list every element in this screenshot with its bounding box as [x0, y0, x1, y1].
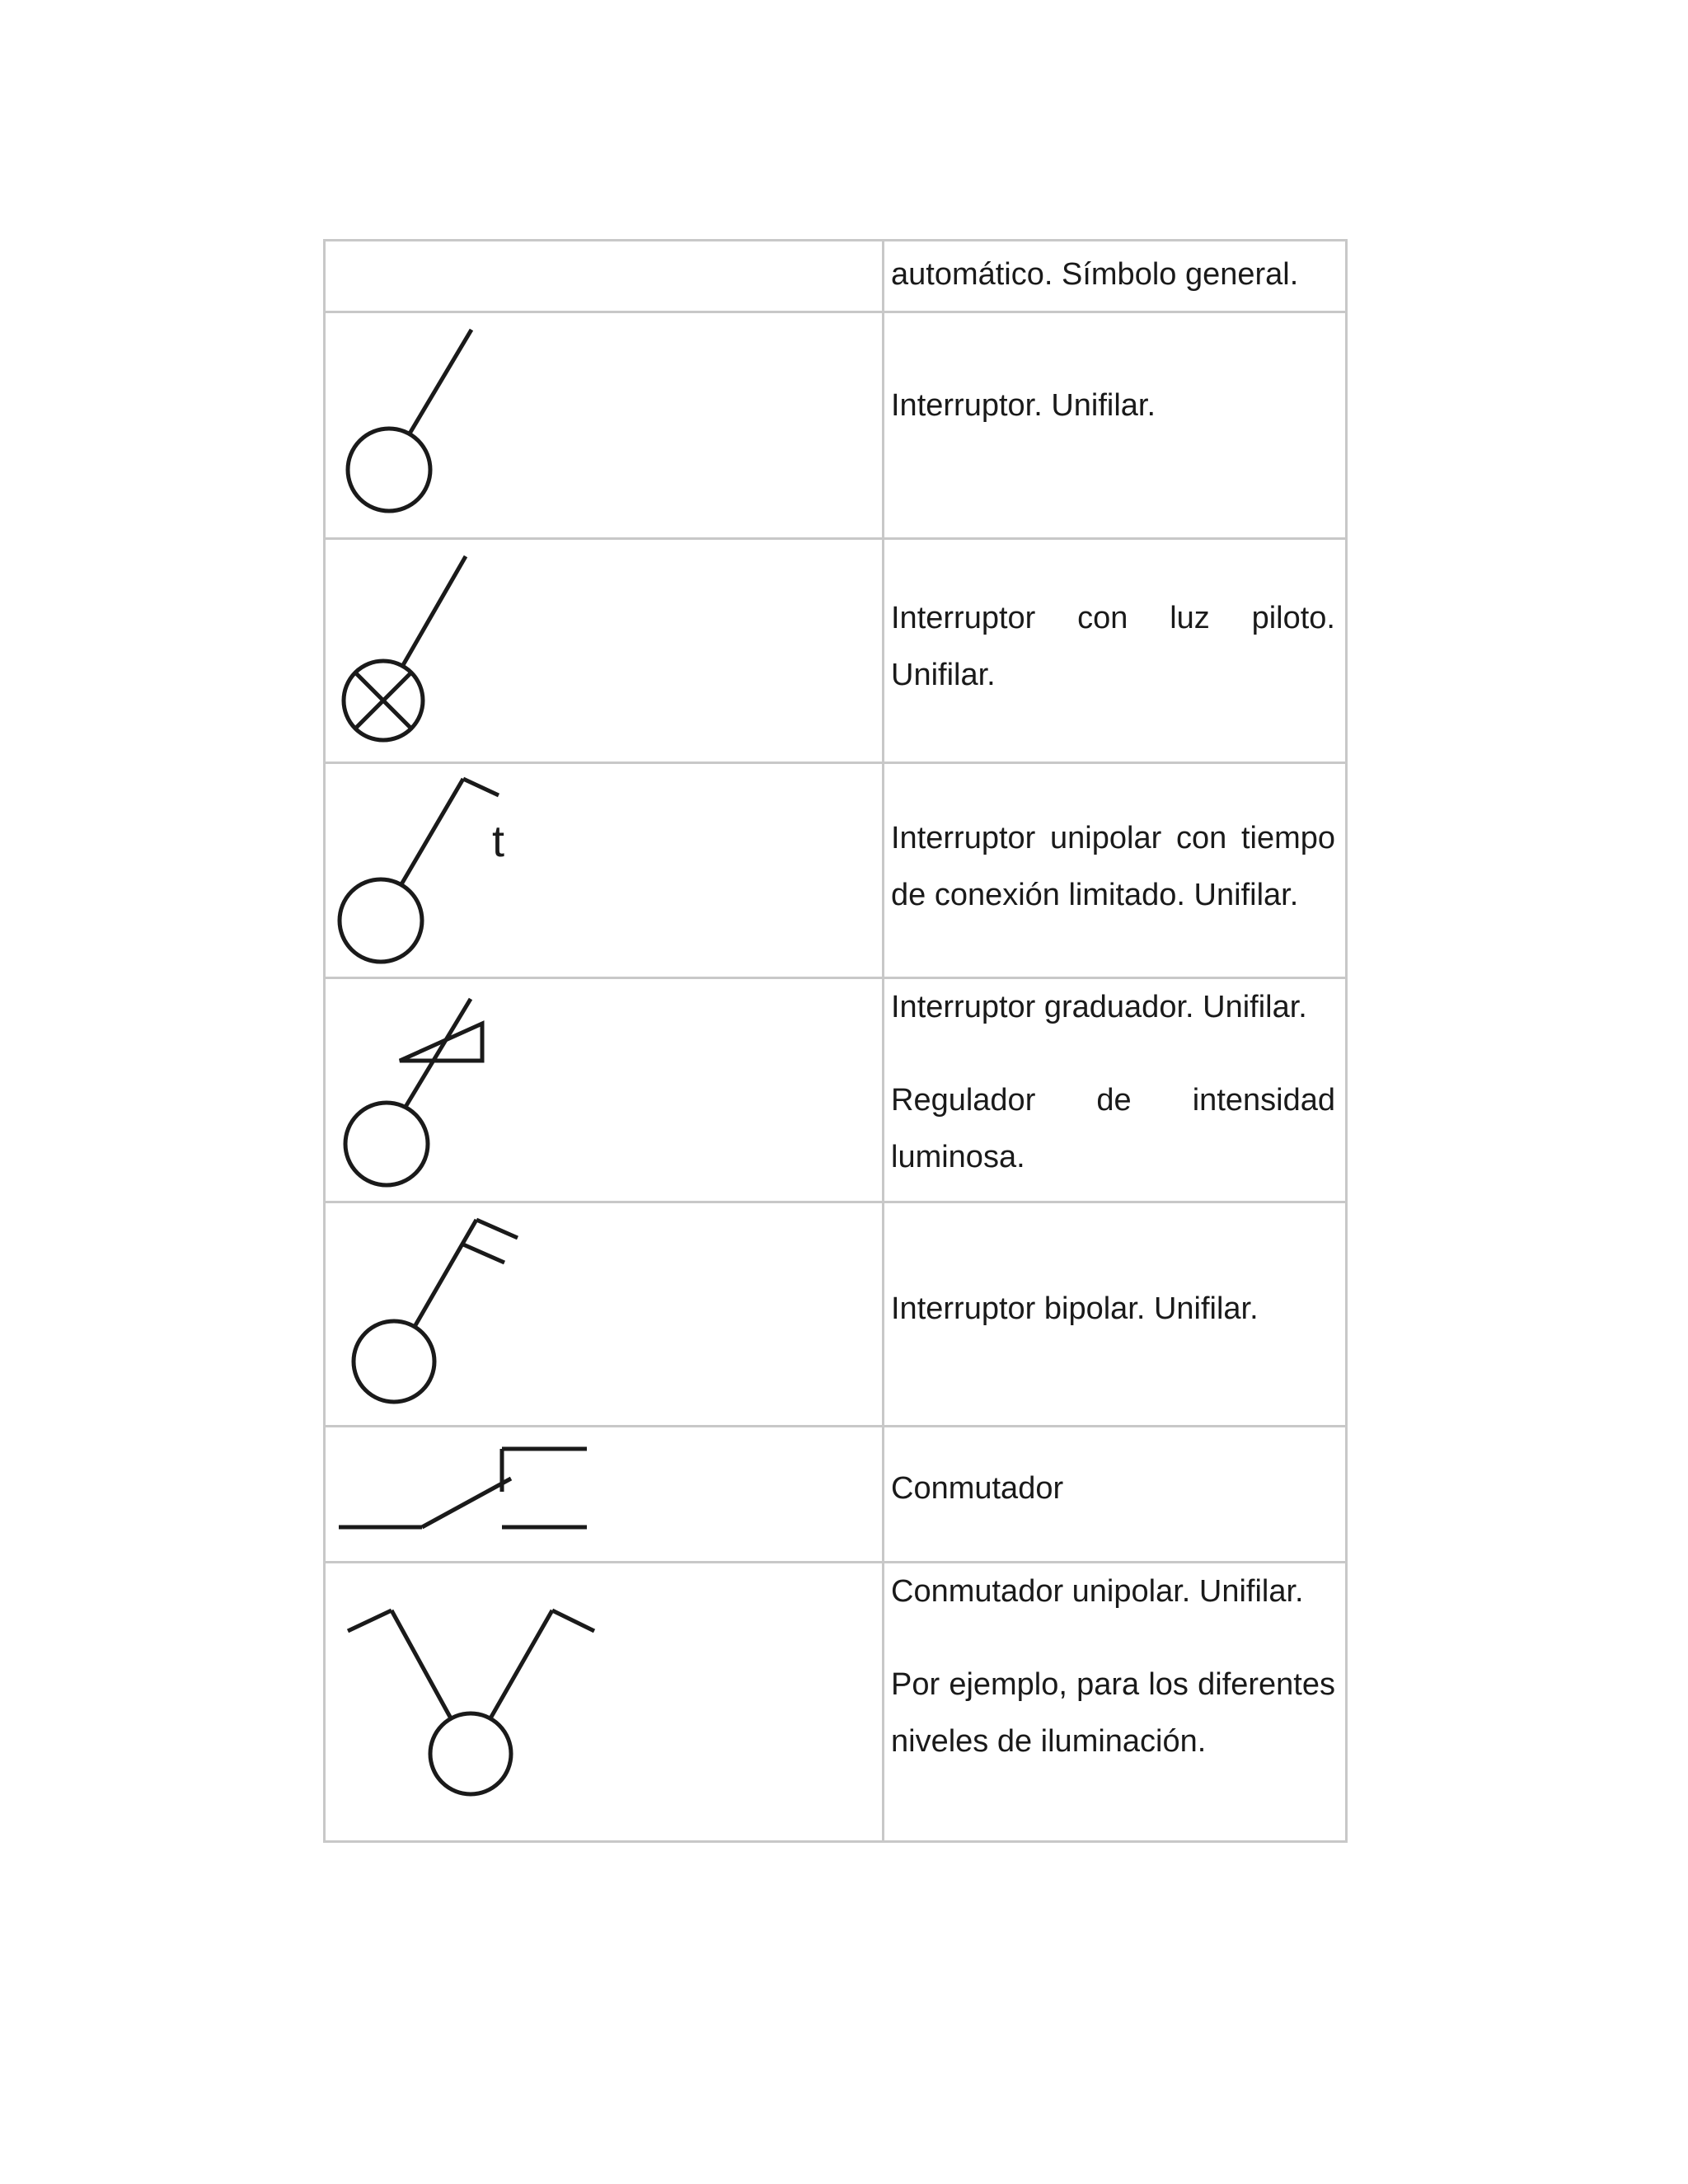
description-text: Regulador de intensidad luminosa.	[891, 1083, 1335, 1174]
description-text: Interruptor con luz piloto. Unifilar.	[891, 601, 1335, 692]
symbol-cell	[325, 312, 884, 539]
switch-pilot-light-icon	[326, 540, 879, 759]
bipolar-switch-icon	[326, 1203, 879, 1422]
table-row	[325, 241, 1347, 312]
description-text: Interruptor unipolar con tiempo de conexión limitado. Unifilar.	[891, 820, 1335, 912]
description-cell	[884, 1202, 1347, 1427]
timer-label: t	[492, 817, 505, 866]
description-cell	[884, 763, 1347, 978]
table-row	[325, 1427, 1347, 1563]
description-text: automático. Símbolo general.	[891, 257, 1299, 292]
symbol-cell	[325, 1427, 884, 1563]
description-text: Interruptor. Unifilar.	[891, 388, 1156, 423]
symbol-cell	[325, 539, 884, 763]
symbol-cell-empty	[325, 241, 884, 312]
table-row	[325, 978, 1347, 1202]
description-cell	[884, 1427, 1347, 1563]
switch-single-line-icon	[326, 313, 879, 535]
dimmer-switch-icon	[326, 979, 879, 1198]
symbols-table	[323, 239, 1348, 1843]
description-text: Interruptor graduador. Unifilar.	[891, 990, 1307, 1024]
description-text: Interruptor bipolar. Unifilar.	[891, 1291, 1259, 1326]
symbol-cell	[325, 1563, 884, 1842]
description-text: Por ejemplo, para los diferentes niveles de iluminación.	[891, 1667, 1335, 1759]
table-row	[325, 763, 1347, 978]
description-cell	[884, 539, 1347, 763]
table-row	[325, 1563, 1347, 1842]
description-text: Conmutador	[891, 1471, 1064, 1506]
description-cell	[884, 241, 1347, 312]
description-text: Conmutador unipolar. Unifilar.	[891, 1574, 1304, 1609]
table-row	[325, 1202, 1347, 1427]
table-row	[325, 312, 1347, 539]
description-cell	[884, 1563, 1347, 1842]
changeover-switch-icon	[326, 1427, 879, 1558]
unipolar-changeover-switch-icon	[326, 1563, 879, 1838]
description-cell	[884, 312, 1347, 539]
symbol-cell	[325, 1202, 884, 1427]
table-row	[325, 539, 1347, 763]
symbol-cell	[325, 978, 884, 1202]
description-cell	[884, 978, 1347, 1202]
symbol-cell	[325, 763, 884, 978]
switch-timer-icon	[326, 764, 879, 974]
